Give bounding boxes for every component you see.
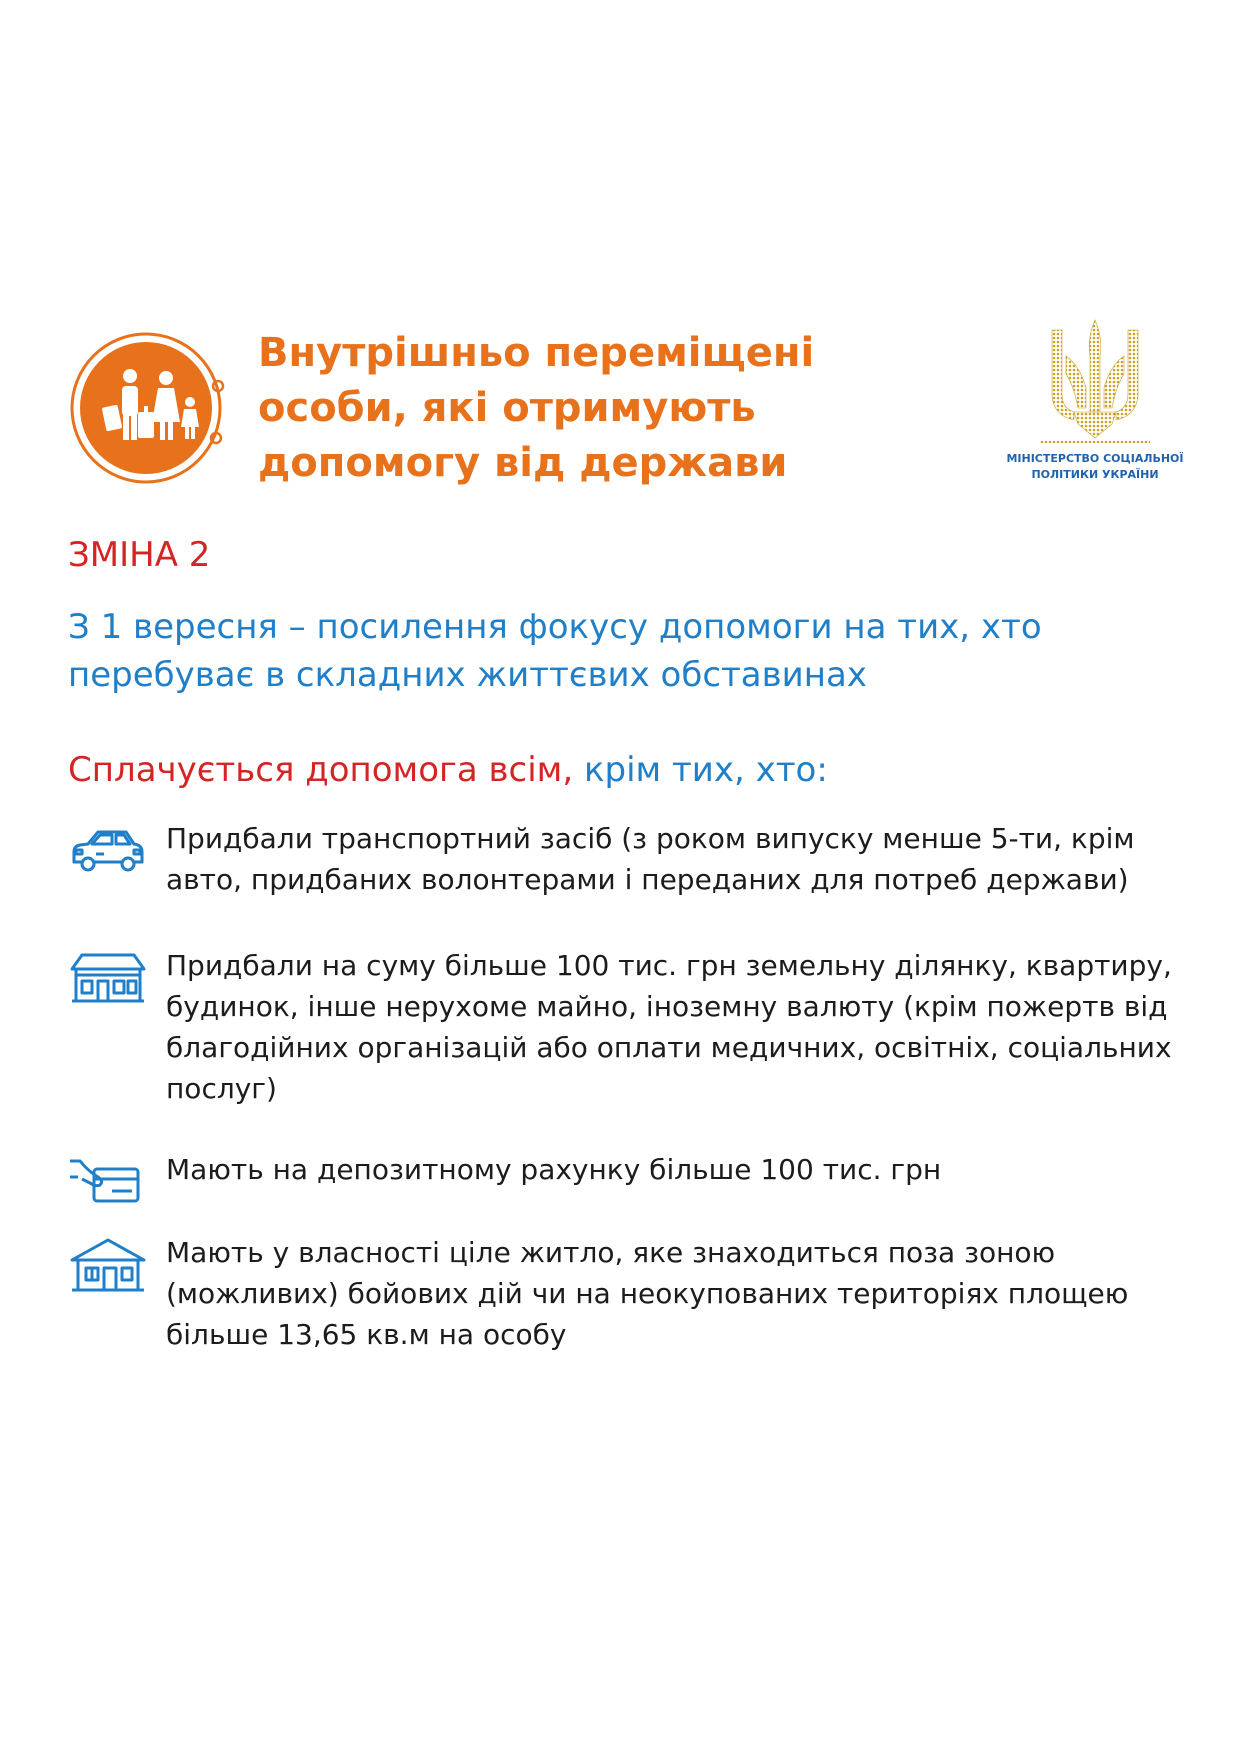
page-title: Внутрішньо переміщені особи, які отримують допомогу від держави — [258, 330, 815, 486]
list-item-text: Мають на депозитному рахунку більше 100 тис. грн — [166, 1153, 942, 1186]
paid-heading-part2: крім тих, хто: — [573, 750, 828, 790]
list-item — [68, 945, 1178, 1109]
list-item — [68, 1232, 1178, 1355]
paid-heading-part1: Сплачується допомога всім, — [68, 750, 574, 790]
exceptions-list — [68, 818, 1178, 1355]
list-item-text: Придбали на суму більше 100 тис. грн земельну ділянку, квартиру, будинок, інше нерухоме майно, іноземну валюту (крім пожертв від благодійних організацій або оплати медичних, освітніх, соціальних послуг) — [166, 949, 1172, 1105]
building-icon — [68, 949, 148, 1009]
list-item — [68, 1149, 1178, 1190]
list-item — [68, 818, 1178, 900]
car-icon — [68, 822, 148, 882]
change-label: ЗМІНА 2 — [68, 535, 211, 575]
card-payment-icon — [68, 1153, 148, 1213]
house-icon — [68, 1236, 148, 1296]
family-with-luggage-icon — [68, 326, 238, 486]
list-item-text: Мають у власності ціле житло, яке знаходиться поза зоною (можливих) бойових дій чи на неокупованих територіях площею більше 13,65 кв.м на особу — [166, 1236, 1129, 1351]
focus-heading: З 1 вересня – посилення фокусу допомоги на тих, хто перебуває в складних життєвих обставинах — [68, 607, 1042, 695]
paid-heading — [68, 746, 1188, 794]
list-item-text: Придбали транспортний засіб (з роком випуску менше 5-ти, крім авто, придбаних волонтерами і переданих для потреб держави) — [166, 822, 1135, 896]
ministry-name: МІНІСТЕРСТВО СОЦІАЛЬНОЇ ПОЛІТИКИ УКРАЇНИ — [1006, 452, 1184, 481]
